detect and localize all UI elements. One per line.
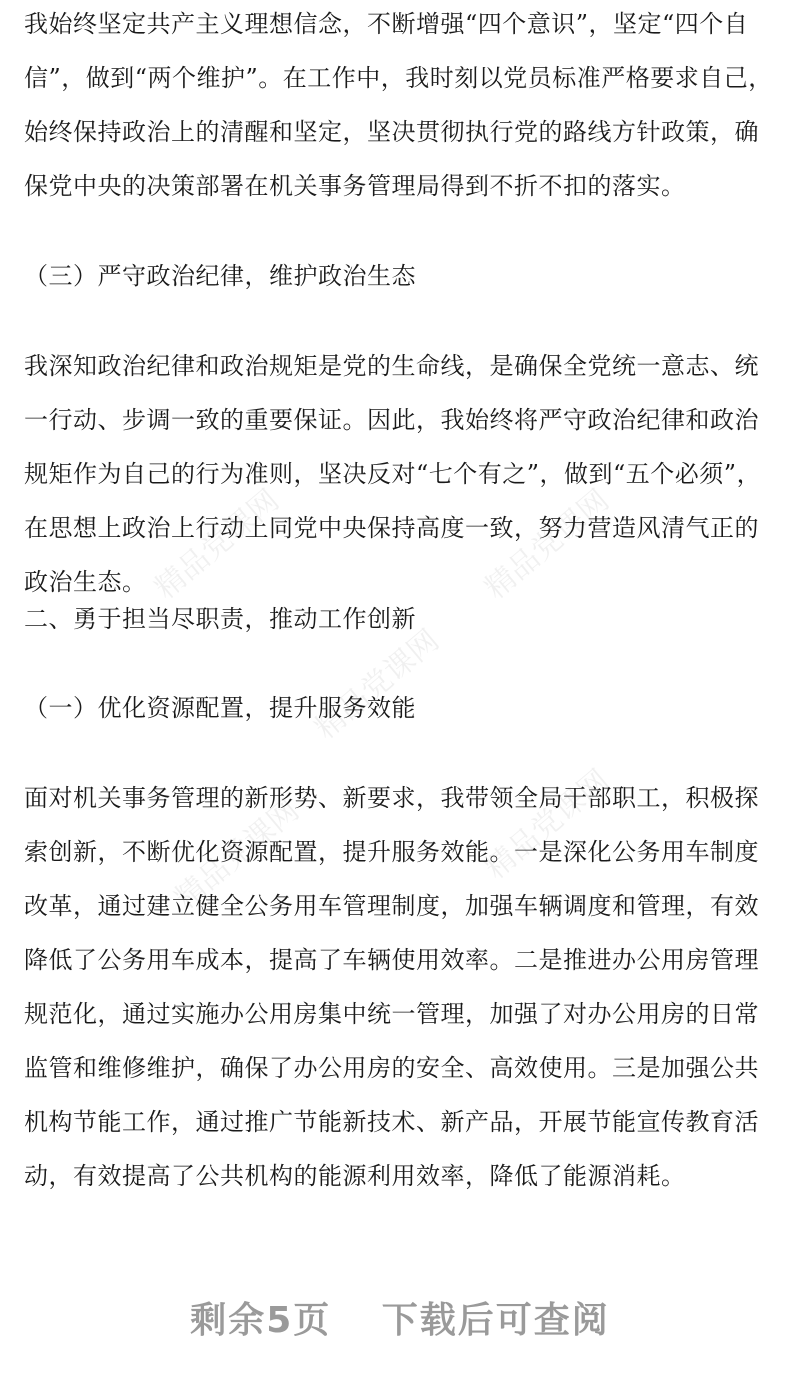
- watermark-text: 精品党课网: [478, 483, 616, 607]
- paragraph-political-discipline: 我深知政治纪律和政治规矩是党的生命线，是确保全党统一意志、统一行动、步调一致的重要保证。因此，我始终将严守政治纪律和政治规矩作为自己的行为准则，坚决反对“七个有之”，做到“五个必须”，在思想上政治上行动上同党中央保持高度一致，努力营造风清气正的政治生态。: [24, 352, 762, 596]
- watermark-text: 精品党课网: [168, 793, 306, 917]
- paragraph-resource-optimization: 面对机关事务管理的新形势、新要求，我带领全局干部职工，积极探索创新，不断优化资源配置，提升服务效能。一是深化公务用车制度改革，通过建立健全公务用车管理制度，加强车辆调度和管理，有效降低了公务用车成本，提高了车辆使用效率。二是推进办公用房管理规范化，通过实施办公用房集中统一管理，加强了对办公用房的日常监管和维修维护，确保了办公用房的安全、高效使用。三是加强公共机构节能工作，通过推广节能新技术、新产品，开展节能宣传教育活动，有效提高了公共机构的能源利用效率，降低了能源消耗。: [24, 784, 759, 1190]
- section-heading-responsibility: 二、勇于担当尽职责，推动工作创新: [24, 605, 416, 633]
- watermark-text: 精品党课网: [478, 763, 616, 887]
- paragraph-political-belief: 我始终坚定共产主义理想信念，不断增强“四个意识”，坚定“四个自信”，做到“两个维护”。在工作中，我时刻以党员标准严格要求自己，始终保持政治上的清醒和坚定，坚决贯彻执行党的路线方针政策，确保党中央的决策部署在机关事务管理局得到不折不扣的落实。: [24, 10, 773, 200]
- watermark-text: 精品党课网: [308, 623, 446, 747]
- download-to-view-label: 下载后可查阅: [381, 1300, 610, 1341]
- section-heading-discipline: （三）严守政治纪律，维护政治生态: [24, 262, 416, 290]
- watermark-text: 精品党课网: [148, 483, 286, 607]
- section-heading-resources: （一）优化资源配置，提升服务效能: [24, 694, 416, 722]
- download-prompt-banner[interactable]: [0, 1292, 800, 1343]
- remaining-pages-label: 剩余5页: [190, 1300, 332, 1341]
